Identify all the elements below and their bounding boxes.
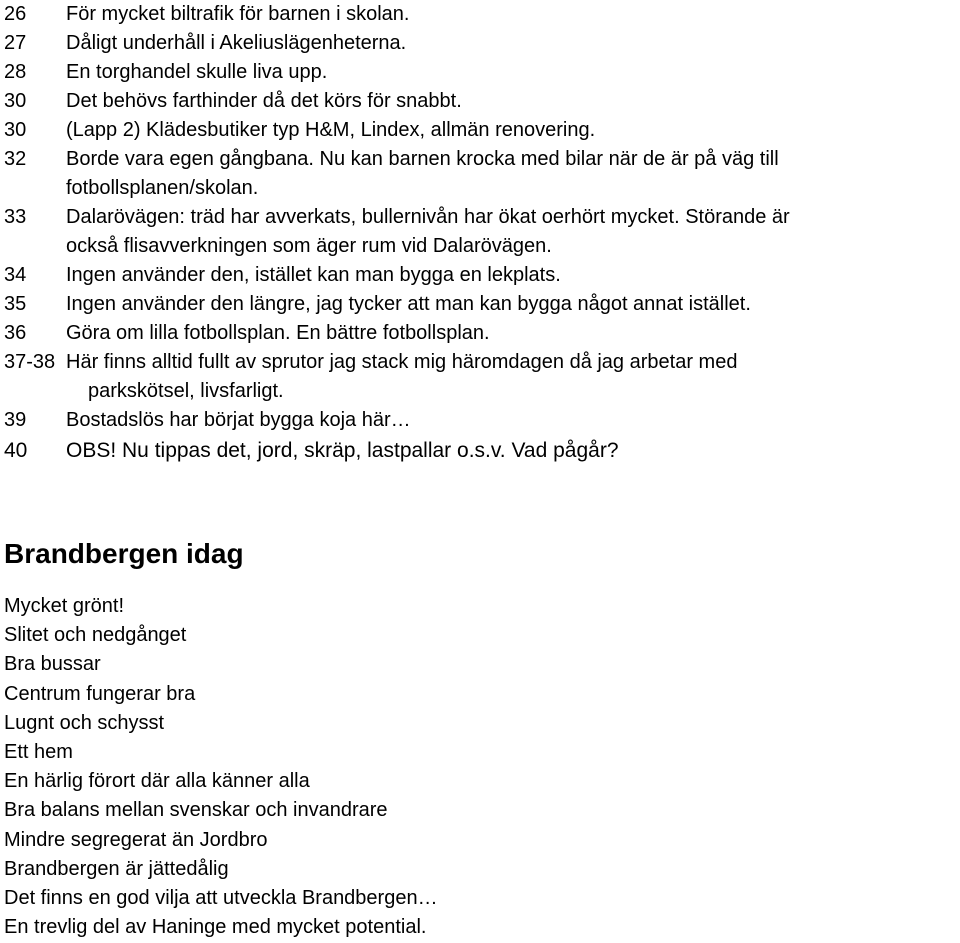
comment-text: Dalarövägen: träd har avverkats, bullernivån har ökat oerhört mycket. Störande är xyxy=(66,206,790,228)
comment-entry xyxy=(4,348,954,406)
statement-line: Lugnt och schysst xyxy=(4,711,165,734)
comment-entry xyxy=(4,290,954,319)
comment-number: 26 xyxy=(4,3,27,25)
statement-line: Centrum fungerar bra xyxy=(4,682,196,705)
comment-text: (Lapp 2) Klädesbutiker typ H&M, Lindex, allmän renovering. xyxy=(66,119,596,141)
comment-text: Bostadslös har börjat bygga koja här… xyxy=(66,409,411,431)
comment-entry xyxy=(4,435,954,467)
statement-line: Bra bussar xyxy=(4,653,101,676)
statement-line: Slitet och nedgånget xyxy=(4,624,187,647)
comment-text: OBS! Nu tippas det, jord, skräp, lastpallar o.s.v. Vad pågår? xyxy=(66,439,619,462)
comment-number: 36 xyxy=(4,322,27,344)
comment-entry xyxy=(4,145,954,203)
comment-number: 28 xyxy=(4,61,27,83)
statement-line: Ett hem xyxy=(4,741,73,764)
comment-text-continued: också flisavverkningen som äger rum vid Dalarövägen. xyxy=(66,235,552,257)
comment-number: 39 xyxy=(4,409,27,431)
statement-line: Det finns en god vilja att utveckla Brandbergen… xyxy=(4,887,438,910)
comment-text: Borde vara egen gångbana. Nu kan barnen krocka med bilar när de är på väg till xyxy=(66,148,779,170)
statement-line: En trevlig del av Haninge med mycket potential. xyxy=(4,916,427,939)
comment-text: För mycket biltrafik för barnen i skolan. xyxy=(66,3,410,25)
comment-entry xyxy=(4,319,954,348)
statements-list xyxy=(4,592,438,942)
comment-text: En torghandel skulle liva upp. xyxy=(66,61,328,83)
statement-line: Mycket grönt! xyxy=(4,595,125,617)
comment-entry xyxy=(4,116,954,145)
comment-text: Ingen använder den, istället kan man bygga en lekplats. xyxy=(66,264,561,286)
comment-entry xyxy=(4,261,954,290)
section-heading: Brandbergen idag xyxy=(4,538,244,569)
comment-text: Ingen använder den längre, jag tycker att man kan bygga något annat istället. xyxy=(66,293,751,315)
comment-entry xyxy=(4,29,954,58)
comment-text: Här finns alltid fullt av sprutor jag stack mig häromdagen då jag arbetar med xyxy=(66,351,738,373)
comment-text: Göra om lilla fotbollsplan. En bättre fotbollsplan. xyxy=(66,322,490,344)
statement-line: En härlig förort där alla känner alla xyxy=(4,770,310,793)
comment-number: 34 xyxy=(4,264,27,286)
comment-entry xyxy=(4,87,954,116)
comment-number: 37-38 xyxy=(4,351,56,373)
comment-number: 40 xyxy=(4,439,28,462)
comment-number: 30 xyxy=(4,90,27,112)
comment-entry xyxy=(4,203,954,261)
comment-entry xyxy=(4,58,954,87)
comment-entry xyxy=(4,406,954,435)
statement-line: Brandbergen är jättedålig xyxy=(4,857,229,880)
statement-line: Mindre segregerat än Jordbro xyxy=(4,828,268,851)
comment-number: 35 xyxy=(4,293,27,315)
statement-line: Bra balans mellan svenskar och invandrare xyxy=(4,799,388,822)
comment-text: Dåligt underhåll i Akeliuslägenheterna. xyxy=(66,32,407,54)
numbered-comments-list xyxy=(4,0,954,467)
comment-number: 30 xyxy=(4,119,27,141)
comment-text-continued: fotbollsplanen/skolan. xyxy=(66,177,259,199)
comment-entry xyxy=(4,0,954,29)
comment-text: Det behövs farthinder då det körs för snabbt. xyxy=(66,90,462,112)
comment-number: 32 xyxy=(4,148,27,170)
comment-number: 27 xyxy=(4,32,27,54)
comment-number: 33 xyxy=(4,206,27,228)
comment-text-continued: parkskötsel, livsfarligt. xyxy=(88,380,284,402)
